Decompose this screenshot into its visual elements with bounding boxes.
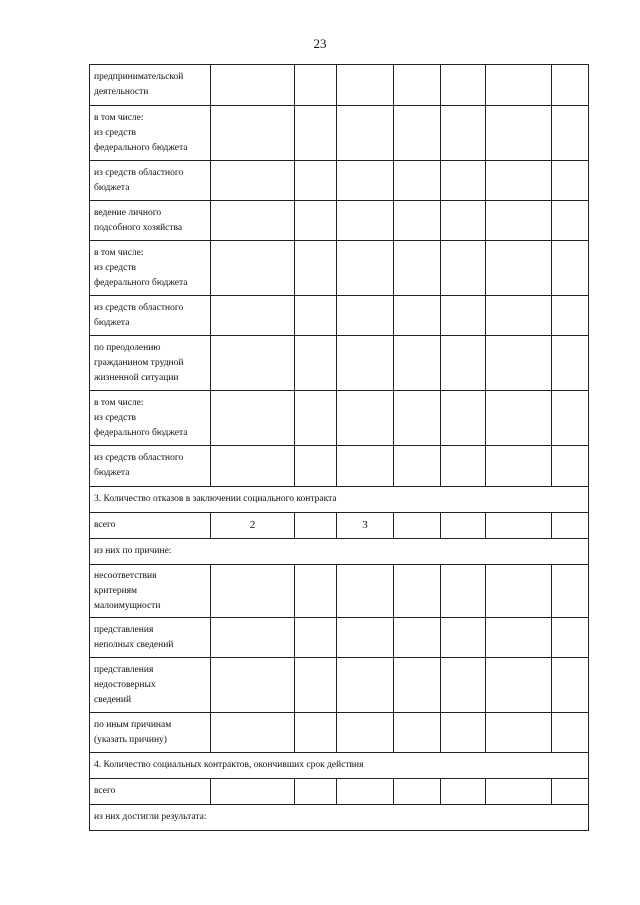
value-cell bbox=[441, 336, 486, 391]
value-cell bbox=[394, 618, 441, 658]
value-cell bbox=[295, 106, 337, 161]
value-cell bbox=[394, 65, 441, 106]
table-row bbox=[90, 161, 589, 201]
value-cell bbox=[486, 296, 552, 336]
table-row bbox=[90, 658, 589, 713]
value-cell bbox=[295, 779, 337, 805]
value-cell bbox=[486, 161, 552, 201]
section-heading: из них достигли результата: bbox=[90, 805, 589, 831]
value-cell bbox=[552, 106, 589, 161]
value-cell bbox=[295, 161, 337, 201]
value-cell bbox=[394, 446, 441, 487]
value-cell bbox=[337, 296, 394, 336]
value-cell bbox=[211, 565, 295, 618]
table-row bbox=[90, 65, 589, 106]
value-cell bbox=[394, 241, 441, 296]
value-cell bbox=[394, 296, 441, 336]
value-cell bbox=[337, 241, 394, 296]
value-cell bbox=[394, 336, 441, 391]
row-label: представления неполных сведений bbox=[90, 618, 211, 658]
value-cell: 2 bbox=[211, 513, 295, 539]
value-cell bbox=[337, 713, 394, 753]
value-cell bbox=[486, 779, 552, 805]
row-label: в том числе: из средств федерального бюджета bbox=[90, 106, 211, 161]
table-row bbox=[90, 779, 589, 805]
table-row bbox=[90, 713, 589, 753]
value-cell bbox=[441, 446, 486, 487]
table-row bbox=[90, 565, 589, 618]
value-cell bbox=[441, 241, 486, 296]
value-cell bbox=[295, 65, 337, 106]
value-cell bbox=[486, 336, 552, 391]
value-cell bbox=[552, 658, 589, 713]
value-cell bbox=[295, 513, 337, 539]
value-cell bbox=[486, 201, 552, 241]
value-cell bbox=[486, 565, 552, 618]
value-cell bbox=[295, 658, 337, 713]
value-cell bbox=[394, 658, 441, 713]
table-row bbox=[90, 106, 589, 161]
value-cell bbox=[552, 391, 589, 446]
section-row bbox=[90, 753, 589, 779]
value-cell bbox=[441, 513, 486, 539]
section-heading: 3. Количество отказов в заключении социального контракта bbox=[90, 487, 589, 513]
row-label: представления недостоверных сведений bbox=[90, 658, 211, 713]
value-cell bbox=[394, 161, 441, 201]
table-row bbox=[90, 513, 589, 539]
value-cell bbox=[337, 106, 394, 161]
value-cell bbox=[211, 618, 295, 658]
value-cell bbox=[552, 336, 589, 391]
table-row bbox=[90, 201, 589, 241]
value-cell bbox=[211, 65, 295, 106]
value-cell bbox=[552, 618, 589, 658]
value-cell bbox=[394, 391, 441, 446]
row-label: в том числе: из средств федерального бюджета bbox=[90, 241, 211, 296]
value-cell bbox=[486, 446, 552, 487]
value-cell bbox=[295, 296, 337, 336]
row-label: из средств областного бюджета bbox=[90, 446, 211, 487]
value-cell bbox=[295, 713, 337, 753]
value-cell bbox=[211, 713, 295, 753]
section-row bbox=[90, 487, 589, 513]
value-cell bbox=[552, 446, 589, 487]
table-body bbox=[90, 65, 589, 831]
value-cell bbox=[441, 65, 486, 106]
page-number: 23 bbox=[313, 36, 327, 51]
section-heading: из них по причине: bbox=[90, 539, 589, 565]
row-label: всего bbox=[90, 779, 211, 805]
value-cell bbox=[552, 513, 589, 539]
value-cell bbox=[211, 779, 295, 805]
row-label: из средств областного бюджета bbox=[90, 161, 211, 201]
value-cell bbox=[394, 713, 441, 753]
value-cell bbox=[441, 296, 486, 336]
value-cell bbox=[441, 565, 486, 618]
row-label: по иным причинам (указать причину) bbox=[90, 713, 211, 753]
value-cell bbox=[211, 296, 295, 336]
value-cell bbox=[211, 446, 295, 487]
report-table bbox=[89, 64, 589, 831]
value-cell bbox=[211, 201, 295, 241]
table-row bbox=[90, 336, 589, 391]
value-cell bbox=[486, 106, 552, 161]
value-cell bbox=[486, 65, 552, 106]
row-label: ведение личного подсобного хозяйства bbox=[90, 201, 211, 241]
value-cell bbox=[552, 161, 589, 201]
value-cell bbox=[337, 446, 394, 487]
value-cell bbox=[337, 658, 394, 713]
value-cell bbox=[337, 391, 394, 446]
value-cell bbox=[552, 296, 589, 336]
value-cell bbox=[337, 565, 394, 618]
value-cell bbox=[552, 779, 589, 805]
value-cell bbox=[394, 513, 441, 539]
table-row bbox=[90, 446, 589, 487]
value-cell bbox=[337, 336, 394, 391]
value-cell bbox=[486, 241, 552, 296]
row-label: предпринимательской деятельности bbox=[90, 65, 211, 106]
value-cell bbox=[441, 391, 486, 446]
value-cell bbox=[441, 713, 486, 753]
section-heading: 4. Количество социальных контрактов, окончивших срок действия bbox=[90, 753, 589, 779]
value-cell bbox=[441, 161, 486, 201]
value-cell bbox=[552, 565, 589, 618]
value-cell bbox=[552, 65, 589, 106]
value-cell bbox=[295, 391, 337, 446]
value-cell bbox=[211, 336, 295, 391]
value-cell bbox=[295, 618, 337, 658]
value-cell bbox=[295, 336, 337, 391]
row-label: из средств областного бюджета bbox=[90, 296, 211, 336]
row-label: всего bbox=[90, 513, 211, 539]
value-cell bbox=[486, 618, 552, 658]
value-cell bbox=[441, 779, 486, 805]
table-row bbox=[90, 391, 589, 446]
row-label: несоответствия критериям малоимущности bbox=[90, 565, 211, 618]
value-cell bbox=[486, 658, 552, 713]
value-cell bbox=[552, 241, 589, 296]
value-cell bbox=[211, 241, 295, 296]
value-cell bbox=[295, 241, 337, 296]
value-cell bbox=[337, 65, 394, 106]
value-cell bbox=[337, 161, 394, 201]
value-cell bbox=[441, 618, 486, 658]
value-cell bbox=[394, 201, 441, 241]
section-row bbox=[90, 539, 589, 565]
value-cell bbox=[552, 713, 589, 753]
value-cell bbox=[394, 106, 441, 161]
value-cell bbox=[441, 658, 486, 713]
table-row bbox=[90, 241, 589, 296]
value-cell bbox=[337, 618, 394, 658]
value-cell bbox=[211, 658, 295, 713]
value-cell bbox=[486, 713, 552, 753]
value-cell bbox=[486, 391, 552, 446]
value-cell bbox=[552, 201, 589, 241]
value-cell bbox=[337, 201, 394, 241]
section-row bbox=[90, 805, 589, 831]
value-cell bbox=[486, 513, 552, 539]
value-cell bbox=[441, 201, 486, 241]
value-cell bbox=[394, 565, 441, 618]
value-cell bbox=[394, 779, 441, 805]
value-cell bbox=[295, 201, 337, 241]
value-cell bbox=[441, 106, 486, 161]
value-cell bbox=[295, 446, 337, 487]
row-label: в том числе: из средств федерального бюджета bbox=[90, 391, 211, 446]
table-row bbox=[90, 296, 589, 336]
row-label: по преодолению гражданином трудной жизненной ситуации bbox=[90, 336, 211, 391]
table-row bbox=[90, 618, 589, 658]
value-cell bbox=[211, 391, 295, 446]
value-cell bbox=[295, 565, 337, 618]
value-cell: 3 bbox=[337, 513, 394, 539]
value-cell bbox=[337, 779, 394, 805]
value-cell bbox=[211, 106, 295, 161]
value-cell bbox=[211, 161, 295, 201]
